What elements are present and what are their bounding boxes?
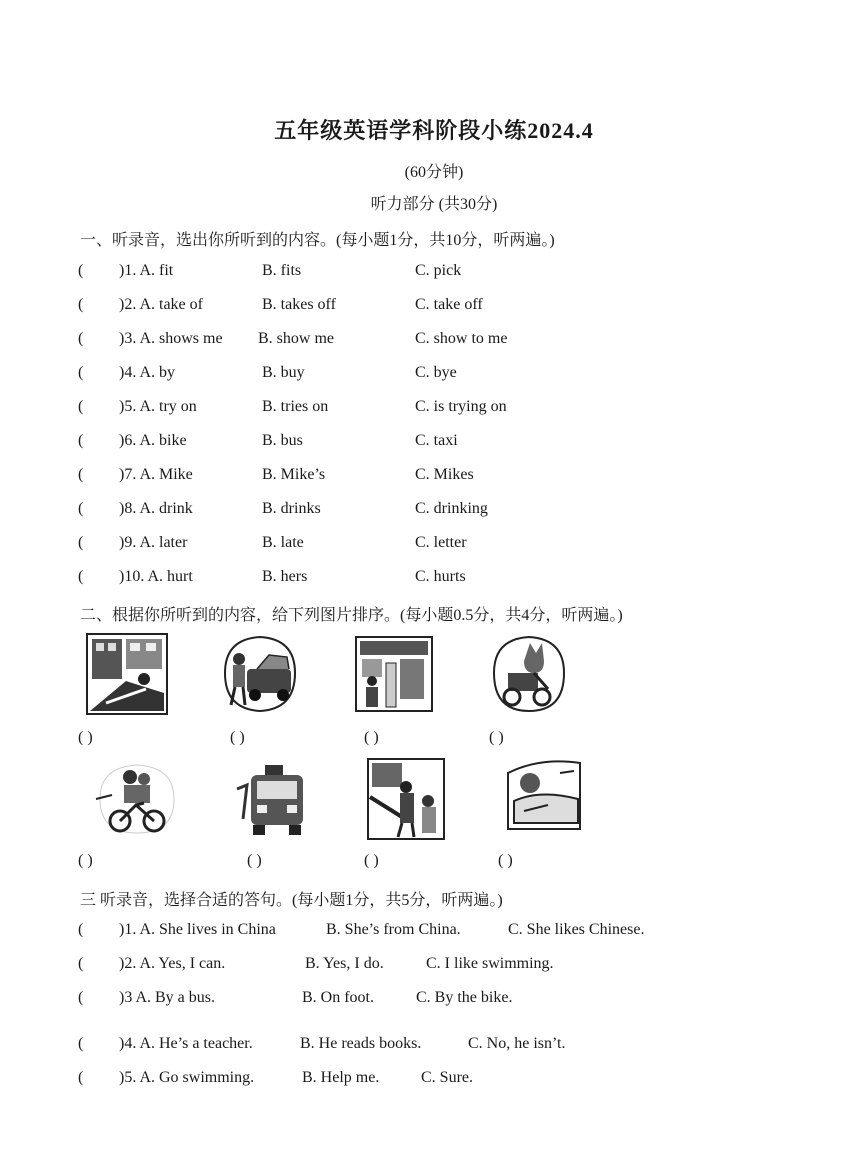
close-paren: ) <box>119 432 125 449</box>
question-number-option-a: 4. A. by <box>124 364 175 381</box>
option-b: B. tries on <box>262 398 329 415</box>
answer-blank: ( ) <box>78 852 93 869</box>
option-b: B. Help me. <box>302 1069 380 1086</box>
option-a <box>119 466 193 490</box>
kids-on-bike-picture <box>92 759 182 839</box>
option-a <box>119 568 193 592</box>
answer-blank: ( ) <box>247 852 262 869</box>
section2-heading: 二、根据你所听到的内容，给下列图片排序。(每小题0.5分，共4分，听两遍。) <box>80 607 623 624</box>
answer-paren-open: ( <box>78 432 84 449</box>
option-b: B. He reads books. <box>300 1035 422 1052</box>
option-a <box>119 989 215 1013</box>
close-paren: ) <box>119 1035 125 1052</box>
answer-blank: ( ) <box>498 852 513 869</box>
option-b: B. Yes, I do. <box>305 955 384 972</box>
option-c: C. pick <box>415 262 462 279</box>
listening-part-heading: 听力部分 (共30分) <box>370 196 498 213</box>
question-number-option-a: 1. A. fit <box>124 262 174 279</box>
option-b: B. On foot. <box>302 989 374 1006</box>
question-number-option-a: 2. A. Yes, I can. <box>124 955 226 972</box>
option-a <box>119 1069 254 1093</box>
answer-paren-open: ( <box>78 568 84 585</box>
close-paren: ) <box>119 568 125 585</box>
option-a <box>119 1035 253 1059</box>
question-number-option-a: 7. A. Mike <box>124 466 193 483</box>
option-a <box>119 921 276 945</box>
section1-heading: 一、听录音，选出你所听到的内容。(每小题1分，共10分，听两遍。) <box>80 232 555 249</box>
close-paren: ) <box>119 534 125 551</box>
option-a <box>119 262 173 286</box>
option-c: C. show to me <box>415 330 508 347</box>
section3-heading: 三 听录音，选择合适的答句。(每小题1分，共5分，听两遍。) <box>80 892 503 909</box>
close-paren: ) <box>119 364 125 381</box>
option-c: C. is trying on <box>415 398 507 415</box>
bus-door-picture <box>352 633 436 715</box>
answer-paren-open: ( <box>78 921 84 938</box>
option-c: C. She likes Chinese. <box>508 921 645 938</box>
question-number-option-a: 2. A. take of <box>124 296 203 313</box>
taxi-picture <box>231 759 317 841</box>
option-a <box>119 330 223 354</box>
cat-with-basket-picture <box>488 633 570 715</box>
option-b: B. show me <box>258 330 334 347</box>
sick-in-bed-picture <box>500 753 586 837</box>
question-number-option-a: 8. A. drink <box>124 500 193 517</box>
question-number-option-a: 10. A. hurt <box>124 568 193 585</box>
option-b: B. Mike’s <box>262 466 326 483</box>
answer-blank: ( ) <box>230 729 245 746</box>
answer-paren-open: ( <box>78 296 84 313</box>
option-b: B. takes off <box>262 296 336 313</box>
question-row <box>78 262 83 286</box>
option-b: B. buy <box>262 364 305 381</box>
close-paren: ) <box>119 330 125 347</box>
option-c: C. drinking <box>415 500 488 517</box>
answer-paren-open: ( <box>78 1069 84 1086</box>
option-c: C. Sure. <box>421 1069 473 1086</box>
option-c: C. Mikes <box>415 466 474 483</box>
answer-paren-open: ( <box>78 262 84 279</box>
question-number-option-a: 3 A. By a bus. <box>124 989 215 1006</box>
answer-paren-open: ( <box>78 989 84 1006</box>
close-paren: ) <box>119 296 125 313</box>
close-paren: ) <box>119 466 125 483</box>
answer-paren-open: ( <box>78 364 84 381</box>
answer-paren-open: ( <box>78 466 84 483</box>
option-a <box>119 500 193 524</box>
answer-paren-open: ( <box>78 500 84 517</box>
answer-blank: ( ) <box>364 729 379 746</box>
answer-blank: ( ) <box>364 852 379 869</box>
answer-blank: ( ) <box>489 729 504 746</box>
question-number-option-a: 5. A. Go swimming. <box>124 1069 255 1086</box>
option-c: C. No, he isn’t. <box>468 1035 566 1052</box>
question-number-option-a: 1. A. She lives in China <box>124 921 276 938</box>
question-number-option-a: 4. A. He’s a teacher. <box>124 1035 253 1052</box>
option-c: C. I like swimming. <box>426 955 554 972</box>
option-a <box>119 296 203 320</box>
close-paren: ) <box>119 262 125 279</box>
question-number-option-a: 5. A. try on <box>124 398 197 415</box>
option-b: B. hers <box>262 568 308 585</box>
option-c: C. hurts <box>415 568 466 585</box>
option-b: B. fits <box>262 262 302 279</box>
page-title: 五年级英语学科阶段小练2024.4 <box>274 118 594 143</box>
close-paren: ) <box>119 1069 125 1086</box>
close-paren: ) <box>119 955 125 972</box>
option-c: C. bye <box>415 364 457 381</box>
question-number-option-a: 6. A. bike <box>124 432 187 449</box>
option-b: B. late <box>262 534 304 551</box>
option-a <box>119 398 197 422</box>
close-paren: ) <box>119 500 125 517</box>
option-c: C. taxi <box>415 432 458 449</box>
street-scene-picture <box>86 633 168 715</box>
question-number-option-a: 9. A. later <box>124 534 188 551</box>
question-number-option-a: 3. A. shows me <box>124 330 223 347</box>
answer-blank: ( ) <box>78 729 93 746</box>
answer-paren-open: ( <box>78 398 84 415</box>
option-a <box>119 432 187 456</box>
car-repair-picture <box>221 633 299 715</box>
close-paren: ) <box>119 921 125 938</box>
answer-paren-open: ( <box>78 1035 84 1052</box>
exam-duration: (60分钟) <box>404 164 464 181</box>
option-c: C. letter <box>415 534 467 551</box>
option-a <box>119 955 225 979</box>
option-b: B. She’s from China. <box>326 921 461 938</box>
close-paren: ) <box>119 989 125 1006</box>
people-talking-picture <box>366 757 446 841</box>
option-a <box>119 364 175 388</box>
option-b: B. bus <box>262 432 303 449</box>
option-c: C. take off <box>415 296 483 313</box>
option-a <box>119 534 187 558</box>
option-c: C. By the bike. <box>416 989 513 1006</box>
answer-paren-open: ( <box>78 534 84 551</box>
answer-paren-open: ( <box>78 330 84 347</box>
answer-paren-open: ( <box>78 955 84 972</box>
option-b: B. drinks <box>262 500 321 517</box>
close-paren: ) <box>119 398 125 415</box>
